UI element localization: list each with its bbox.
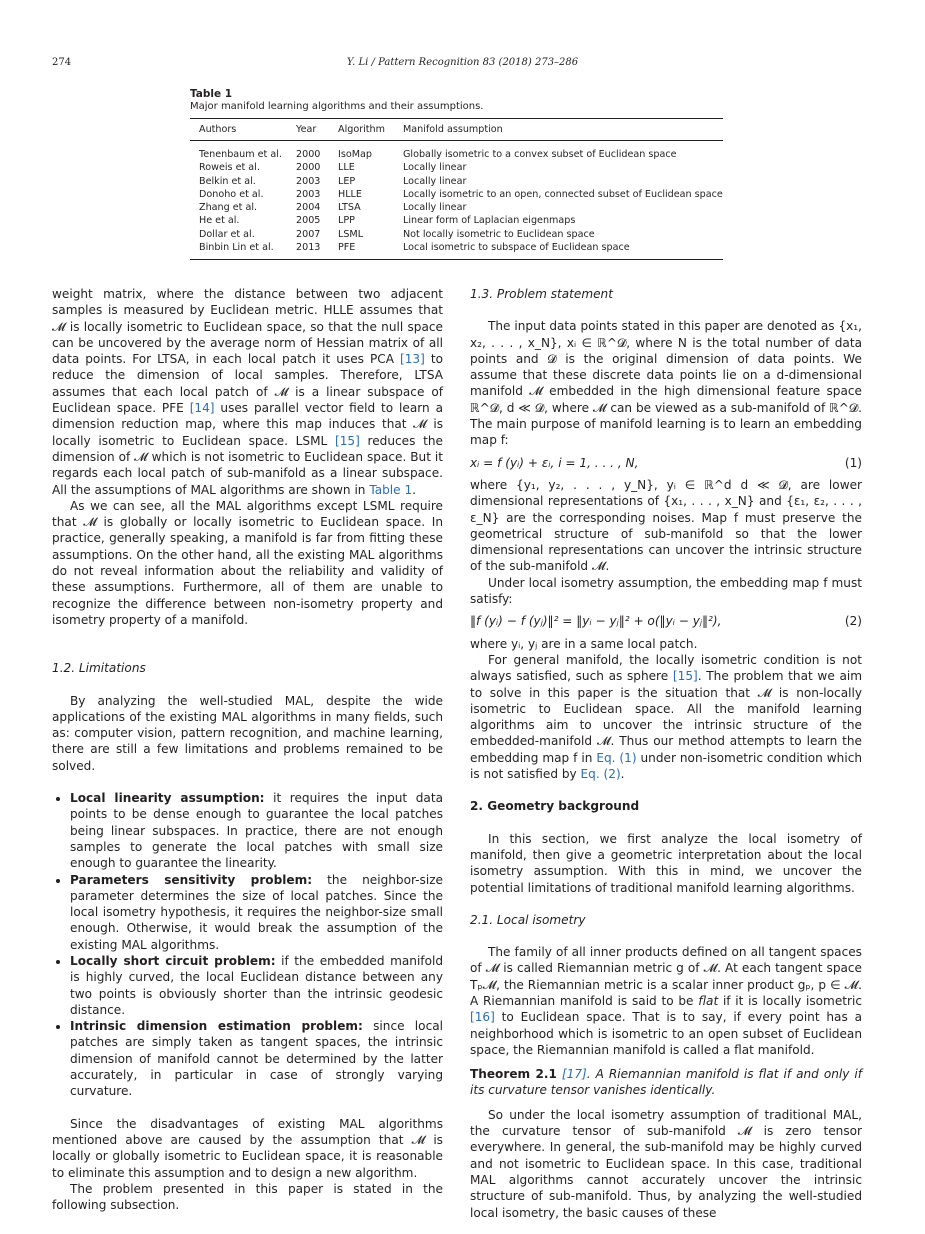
- table-cell: Binbin Lin et al.: [190, 241, 287, 260]
- table-cell: PFE: [329, 241, 394, 260]
- table-cell: Belkin et al.: [199, 175, 256, 187]
- section-heading-1-3: 1.3. Problem statement: [470, 287, 613, 301]
- right-column: [470, 286, 862, 1221]
- equation-1: xᵢ = f (yᵢ) + εᵢ, i = 1, . . . , N, (1): [470, 455, 862, 470]
- table-cell: Dollar et al.: [199, 228, 255, 240]
- citation-link[interactable]: [13]: [400, 352, 425, 367]
- table-cell: Donoho et al.: [199, 188, 264, 200]
- table-cell: LTSA: [338, 202, 361, 214]
- table-cell: LLE: [338, 162, 355, 174]
- equation-ref-link[interactable]: Eq. (1): [596, 750, 637, 765]
- table-cell: LSML: [338, 228, 364, 240]
- table-header-cell: Authors: [190, 119, 287, 141]
- table-cell: Roweis et al.: [199, 162, 260, 174]
- paragraph: weight matrix, where the distance between two adjacent samples is measured by Euclidean metric. HLLE assumes that 𝓜 is locally isometric to Euclidean space, so that the null space can be uncovered by the average norm of Hessian matrix of all data points. For LTSA, in each local patch it uses PCA [13] to reduce the dimension of local samples. Therefore, LTSA assumes that each local patch of 𝓜 is a linear subspace of Euclidean space. PFE [14] uses parallel vector field to learn a dimension reduction map, where this map induces that 𝓜 is locally isometric to Euclidean space. LSML [15] reduces the dimension of 𝓜 which is not isometric to Euclidean space. But it regards each local patch of sub-manifold as a linear subspace. All the assumptions of MAL algorithms are shown in Table 1.: [52, 287, 443, 497]
- table-cell: 2007: [296, 228, 321, 240]
- table-cell: 2003: [296, 175, 321, 187]
- paragraph: So under the local isometry assumption of traditional MAL, the curvature tensor of sub-manifold 𝓜 is zero tensor everywhere. In general, the sub-manifold may be highly curved and not isometric to Euclidean space. In this case, traditional MAL algorithms cannot accurately uncover the intrinsic structure of sub-manifold. Thus, by analyzing the well-studied local isometry, the basic causes of these: [470, 1107, 862, 1220]
- table-cell: Not locally isometric to Euclidean space: [403, 228, 595, 240]
- table-header-cell: Manifold assumption: [394, 119, 723, 141]
- table-cell: Locally linear: [403, 202, 467, 214]
- paragraph: Since the disadvantages of existing MAL algorithms mentioned above are caused by the assumption that 𝓜 is locally or globally isometric to Euclidean space, it is reasonable to eliminate this assumption and to design a new algorithm.: [52, 1116, 443, 1180]
- paragraph: Under local isometry assumption, the embedding map f must satisfy:: [470, 575, 862, 607]
- table-row: [190, 228, 723, 241]
- table-cell: 2005: [296, 215, 321, 227]
- page-number: 274: [52, 57, 72, 68]
- section-heading-1-2: 1.2. Limitations: [52, 661, 146, 676]
- table-row: [190, 188, 723, 201]
- paragraph: The family of all inner products defined on all tangent spaces of 𝓜 is called Riemannian metric g of 𝓜. At each tangent space Tₚ𝓜, the Riemannian metric is a scalar inner product gₚ, p ∈ 𝓜. A Riemannian manifold is said to be flat if it is locally isometric [16] to Euclidean space. That is to say, if every point has a neighborhood which is isometric to an open subset of Euclidean space, the Riemannian manifold is called a flat manifold.: [470, 945, 863, 1057]
- list-item: • Intrinsic dimension estimation problem: since local patches are simply taken as tangent spaces, the intrinsic dimension of manifold cannot be determined by the latter accurately, in particular in case of strongly varying curvature.: [70, 1018, 443, 1099]
- table-row: [190, 214, 723, 227]
- table-cell: HLLE: [338, 188, 362, 200]
- table-cell: 2000: [296, 162, 321, 174]
- limitations-list: [52, 790, 443, 1100]
- table-cell: 2003: [296, 188, 321, 200]
- table-row: [190, 201, 723, 214]
- paragraph: where {y₁, y₂, . . . , y_N}, yᵢ ∈ ℝ^d d ≪ 𝓓, are lower dimensional representations of {x₁, . . . , x_N} and {ε₁, ε₂, . . . , ε_N} are the corresponding noises. Map f must preserve the geometrical structure of sub-manifold so that the lower dimensional representations can uncover the intrinsic structure of the sub-manifold 𝓜.: [470, 477, 862, 574]
- list-item: • Local linearity assumption: it requires the input data points to be dense enough to guarantee the local patches being linear subspaces. In practice, there are not enough samples to generate the local patches with small size enough to guarantee the linearity.: [70, 790, 443, 871]
- running-header: Y. Li / Pattern Recognition 83 (2018) 273–286: [346, 57, 579, 68]
- table-cell: LEP: [338, 175, 356, 187]
- paragraph: where yᵢ, yⱼ are in a same local patch.: [470, 636, 698, 651]
- table-cell: IsoMap: [338, 149, 372, 160]
- table-cell: 2000: [296, 149, 321, 160]
- citation-link[interactable]: [15]: [334, 433, 360, 448]
- citation-link[interactable]: [16]: [470, 1010, 495, 1025]
- paragraph: As we can see, all the MAL algorithms except LSML require that 𝓜 is globally or locally isometric to Euclidean space. In practice, generally speaking, a manifold is far from fitting these assumptions. On the other hand, all the existing MAL algorithms do not reveal information about the reliability and validity of these assumptions. Furthermore, all of them are unable to recognize the difference between non-isometry property and isometry property of a manifold.: [52, 498, 443, 627]
- paragraph: In this section, we first analyze the local isometry of manifold, then give a geometric interpretation about the local isometry assumption. With this in mind, we uncover the potential limitations of traditional manifold learning algorithms.: [470, 831, 862, 895]
- table-cell: Linear form of Laplacian eigenmaps: [403, 215, 576, 227]
- equation-number: (1): [844, 455, 862, 470]
- table-cell: Locally linear: [403, 162, 467, 174]
- paragraph: By analyzing the well-studied MAL, despite the wide applications of the existing MAL algorithms in many fields, such as: computer vision, pattern recognition, and machine learning, there are still a few limitations and problems remained to be solved.: [52, 693, 443, 773]
- table-cell: Locally linear: [403, 175, 467, 187]
- table-cell: Globally isometric to a convex subset of Euclidean space: [403, 149, 677, 160]
- equation-ref-link[interactable]: Eq. (2): [580, 767, 621, 782]
- table-row: [190, 141, 723, 162]
- citation-link[interactable]: [14]: [189, 401, 215, 416]
- table-header-cell: Year: [287, 119, 329, 141]
- table-row: [190, 241, 723, 260]
- section-heading-2: 2. Geometry background: [470, 799, 640, 814]
- table-caption: Major manifold learning algorithms and their assumptions.: [190, 101, 484, 112]
- table-ref-link[interactable]: Table 1: [369, 482, 413, 497]
- section-heading-2-1: 2.1. Local isometry: [470, 912, 586, 927]
- table-cell: He et al.: [199, 215, 240, 227]
- table-cell: 2013: [287, 241, 329, 260]
- table-cell: 2004: [296, 202, 321, 214]
- table-row: [190, 161, 723, 174]
- paragraph: The problem presented in this paper is stated in the following subsection.: [52, 1181, 443, 1213]
- theorem-2-1: Theorem 2.1 [17]. A Riemannian manifold is flat if and only if its curvature tensor vanishes identically.: [470, 1067, 862, 1098]
- table-header-cell: Algorithm: [329, 119, 394, 141]
- table-cell: LPP: [338, 215, 355, 227]
- citation-link[interactable]: [15]: [672, 669, 698, 684]
- table-title: Table 1: [190, 88, 233, 100]
- citation-link[interactable]: [17]: [561, 1067, 587, 1082]
- list-item: • Locally short circuit problem: if the embedded manifold is highly curved, the local Euclidean distance between any two points is obviously shorter than the intrinsic geodesic distance.: [70, 953, 443, 1018]
- table-cell: Tenenbaum et al.: [199, 149, 282, 160]
- table-cell: Zhang et al.: [199, 202, 258, 214]
- left-column: [52, 286, 443, 1213]
- algorithms-table: [190, 118, 723, 260]
- theorem-label: Theorem 2.1: [470, 1067, 557, 1082]
- equation-2: ‖f (yᵢ) − f (yⱼ)‖² = ‖yᵢ − yⱼ‖² + o(‖yᵢ − yⱼ‖²), (2): [470, 614, 862, 629]
- paragraph: The input data points stated in this paper are denoted as {x₁, x₂, . . . , x_N}, xᵢ ∈ ℝ^𝓓, where N is the total number of data points and 𝓓 is the original dimension of data points. We assume that these discrete data points lie on a d-dimensional manifold 𝓜 embedded in the high dimensional feature space ℝ^𝓓, d ≪ 𝓓, where 𝓜 can be viewed as a sub-manifold of ℝ^𝓓. The main purpose of manifold learning is to learn an embedding map f:: [470, 319, 862, 448]
- equation-number: (2): [844, 614, 862, 629]
- table-row: [190, 175, 723, 188]
- paragraph: For general manifold, the locally isometric condition is not always satisfied, such as sphere [15]. The problem that we aim to solve in this paper is the situation that 𝓜 is non-locally isometric to Euclidean space. All the manifold learning algorithms aim to uncover the intrinsic structure of the embedded-manifold 𝓜. Thus our method attempts to learn the embedding map f in Eq. (1) under non-isometric condition which is not satisfied by Eq. (2).: [470, 652, 863, 782]
- list-item: • Parameters sensitivity problem: the neighbor-size parameter determines the size of local patches. Since the local isometry hypothesis, it requires the neighbor-size small enough. Otherwise, it would break the assumption of the existing MAL algorithms.: [70, 872, 443, 953]
- table-cell: Locally isometric to an open, connected subset of Euclidean space: [403, 188, 723, 200]
- table-header-row: [190, 119, 723, 141]
- table-cell: Local isometric to subspace of Euclidean space: [394, 241, 723, 260]
